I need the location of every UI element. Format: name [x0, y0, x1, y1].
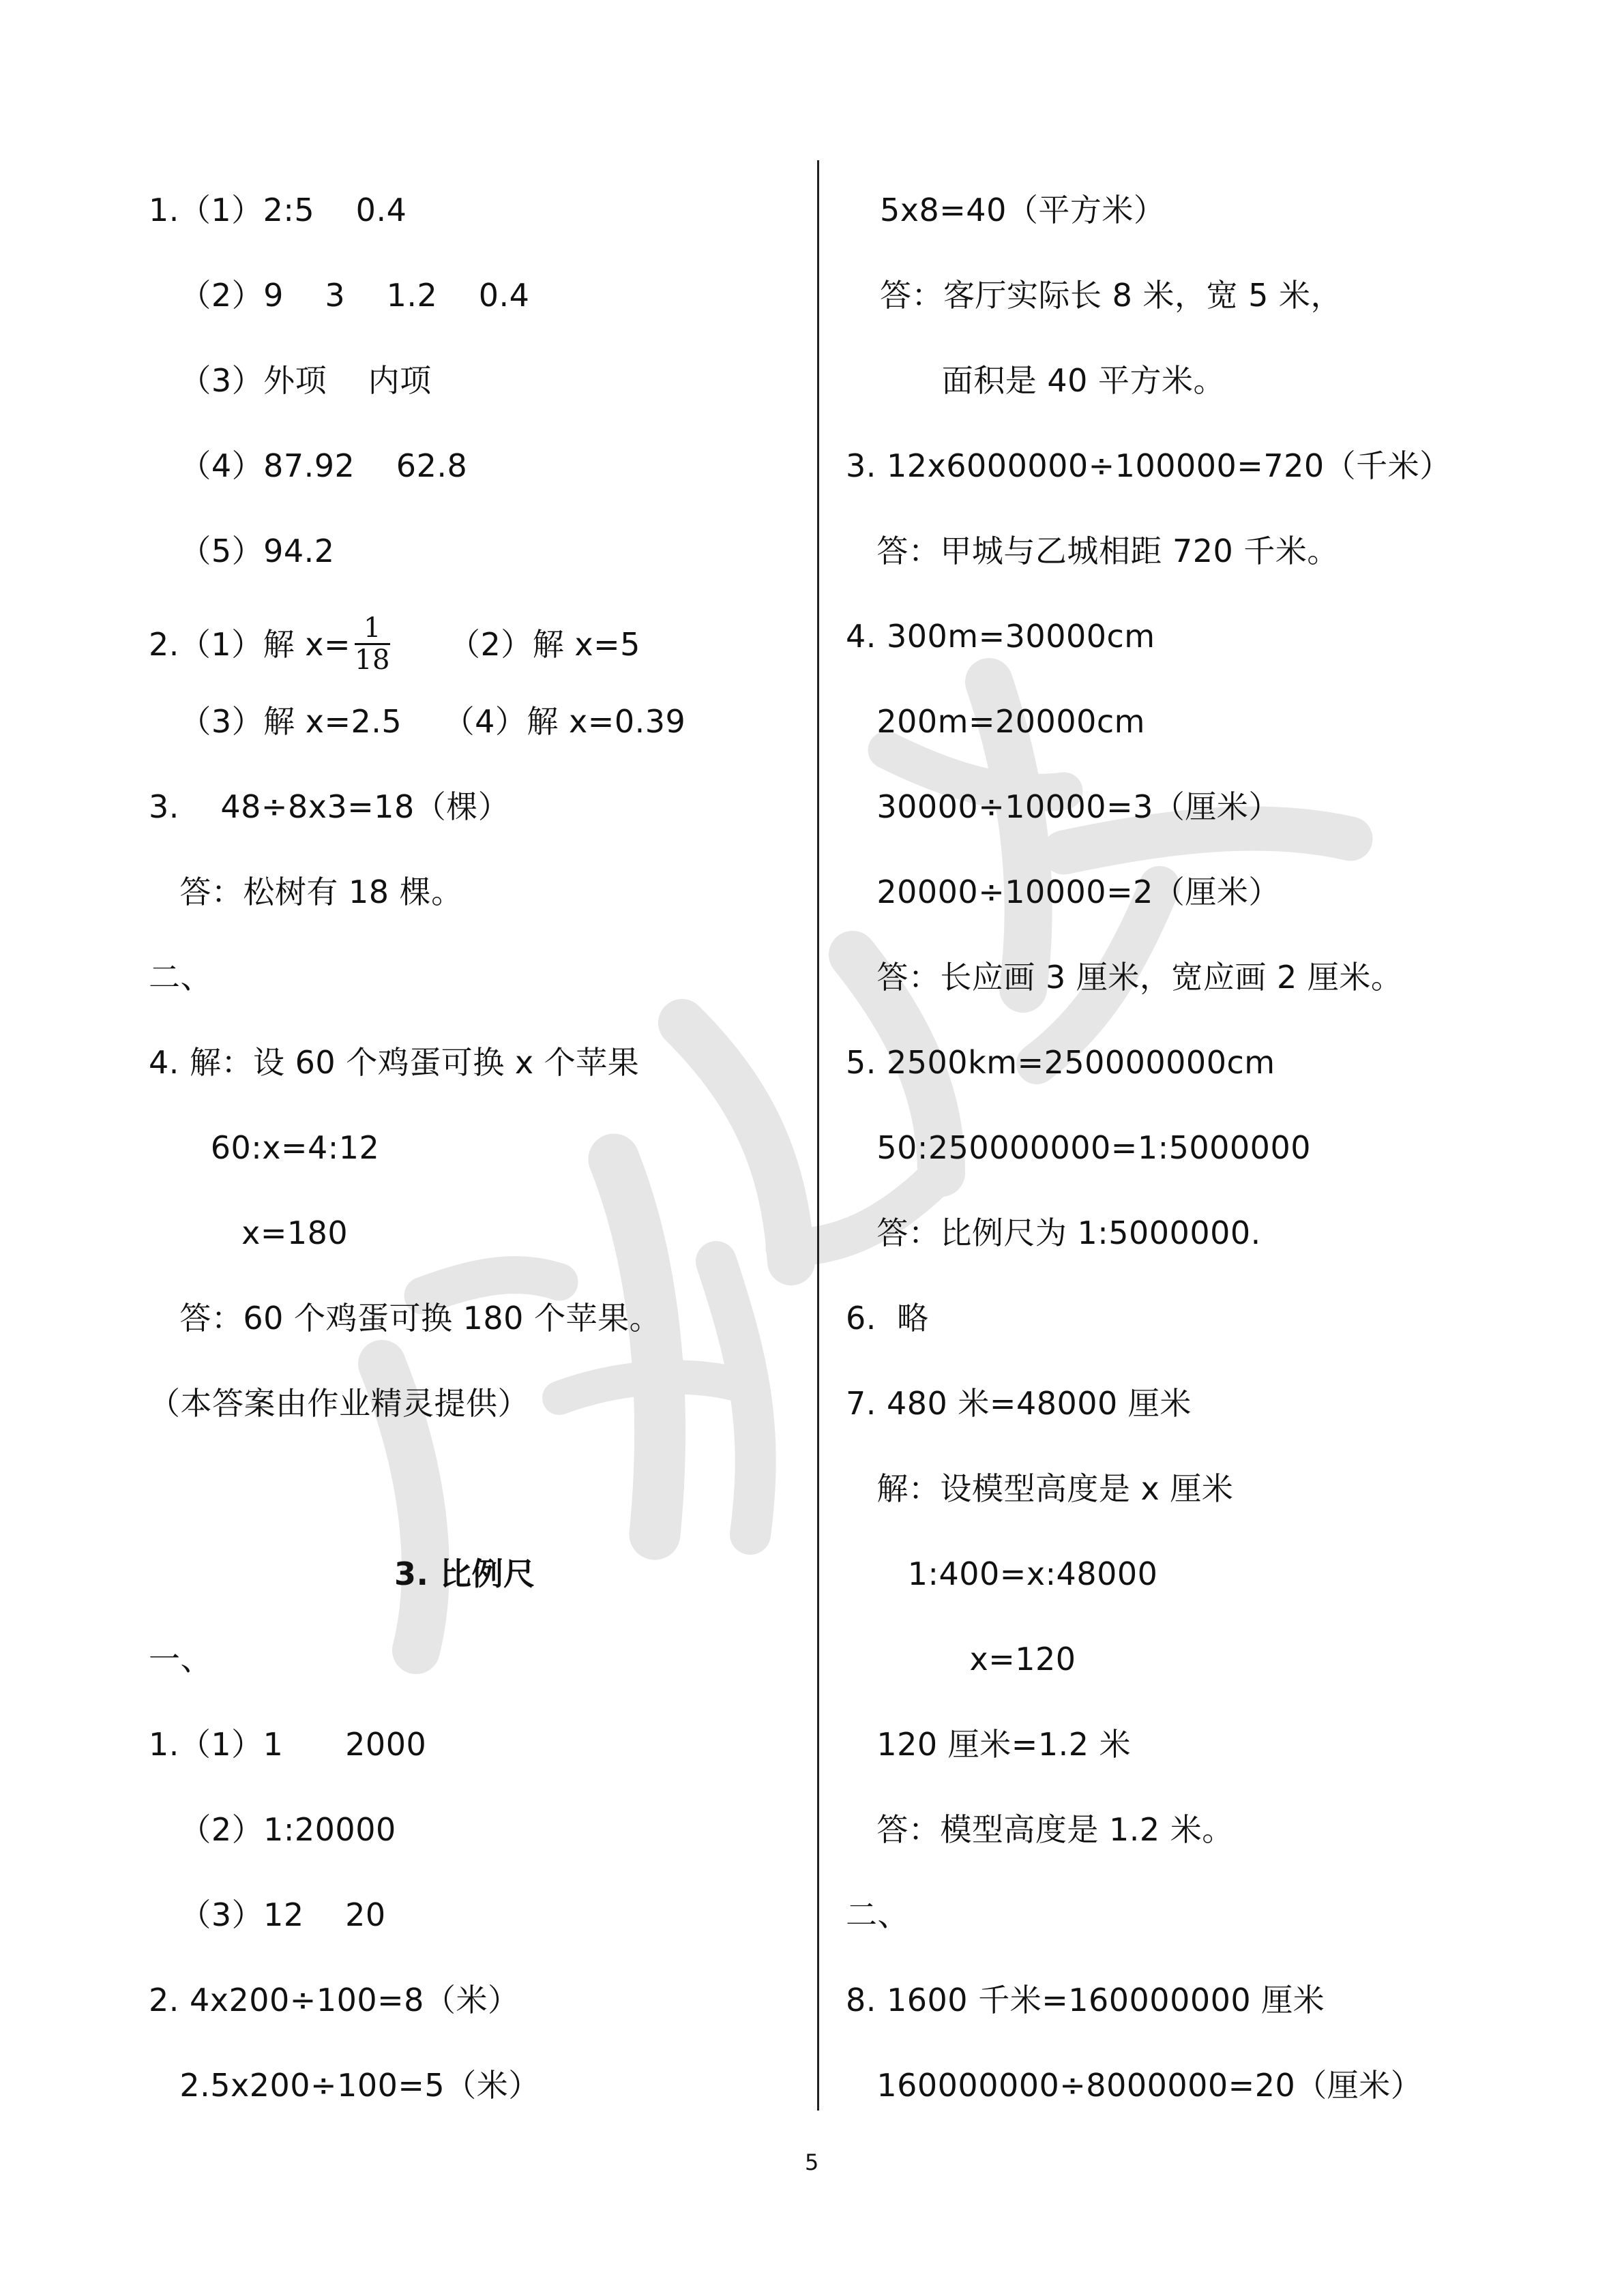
- answer-line: 面积是 40 平方米。: [880, 362, 1226, 399]
- answer-line: 5x8=40（平方米）: [880, 192, 1166, 228]
- answer-line: 6. 略: [846, 1300, 929, 1337]
- page-number: 5: [805, 2149, 819, 2175]
- answer-line: 7. 480 米=48000 厘米: [846, 1385, 1192, 1422]
- answer-line: 30000÷10000=3（厘米）: [846, 788, 1280, 825]
- answer-text: 2.（1）解 x=: [149, 626, 351, 663]
- answer-line: 答：长应画 3 厘米，宽应画 2 厘米。: [846, 959, 1403, 996]
- fraction: [355, 613, 390, 675]
- fraction-denominator: 18: [355, 644, 390, 676]
- answer-line: 60:x=4:12: [149, 1129, 380, 1166]
- answer-line: 答：模型高度是 1.2 米。: [846, 1811, 1234, 1848]
- answer-line: 答：60 个鸡蛋可换 180 个苹果。: [149, 1300, 662, 1337]
- fraction-numerator: 1: [355, 613, 390, 645]
- answer-line: x=180: [149, 1214, 349, 1251]
- answer-line: 1:400=x:48000: [846, 1555, 1158, 1592]
- answer-line: 160000000÷8000000=20（厘米）: [846, 2067, 1423, 2104]
- answer-line: 120 厘米=1.2 米: [846, 1726, 1132, 1763]
- answer-line: 答：甲城与乙城相距 720 千米。: [846, 533, 1339, 569]
- chapter-title: 3. 比例尺: [394, 1555, 535, 1592]
- answer-line: 1.（1）2:5 0.4: [149, 192, 407, 228]
- section-heading: 一、: [149, 1641, 212, 1678]
- answer-line: 200m=20000cm: [846, 703, 1145, 740]
- answer-line: （3）12 20: [149, 1896, 386, 1933]
- answer-line: 3. 48÷8x3=18（棵）: [149, 788, 510, 825]
- answer-line: 50:250000000=1:5000000: [846, 1129, 1311, 1166]
- answer-line: 答：比例尺为 1:5000000.: [846, 1214, 1261, 1251]
- answer-line: （4）87.92 62.8: [149, 447, 468, 484]
- answer-text: （2）解 x=5: [448, 626, 640, 663]
- answer-line: 8. 1600 千米=160000000 厘米: [846, 1982, 1325, 2018]
- answer-line: x=120: [846, 1641, 1076, 1678]
- source-note: （本答案由作业精灵提供）: [149, 1385, 529, 1422]
- answer-line: 4. 300m=30000cm: [846, 618, 1155, 655]
- answer-line: 答：松树有 18 棵。: [149, 874, 463, 910]
- answer-line: 解：设模型高度是 x 厘米: [846, 1470, 1234, 1507]
- answer-line: 2. 4x200÷100=8（米）: [149, 1982, 520, 2018]
- answer-line: 5. 2500km=250000000cm: [846, 1044, 1275, 1081]
- section-heading: 二、: [149, 959, 212, 996]
- answer-line: （5）94.2: [149, 533, 335, 569]
- answer-line: 1.（1）1 2000: [149, 1726, 427, 1763]
- answer-line: 4. 解：设 60 个鸡蛋可换 x 个苹果: [149, 1044, 640, 1081]
- answer-line: （3）外项 内项: [149, 362, 432, 399]
- section-heading: 二、: [846, 1896, 909, 1933]
- answer-line: 3. 12x6000000÷100000=720（千米）: [846, 447, 1451, 484]
- column-divider: [817, 160, 819, 2111]
- answer-line: 2.5x200÷100=5（米）: [149, 2067, 540, 2104]
- answer-line: （3）解 x=2.5 （4）解 x=0.39: [149, 703, 686, 740]
- answer-line: 20000÷10000=2（厘米）: [846, 874, 1280, 910]
- answer-line-with-fraction: [149, 612, 640, 678]
- answer-line: 答：客厅实际长 8 米，宽 5 米，: [880, 277, 1343, 314]
- answer-line: （2）9 3 1.2 0.4: [149, 277, 530, 314]
- answer-line: （2）1:20000: [149, 1811, 396, 1848]
